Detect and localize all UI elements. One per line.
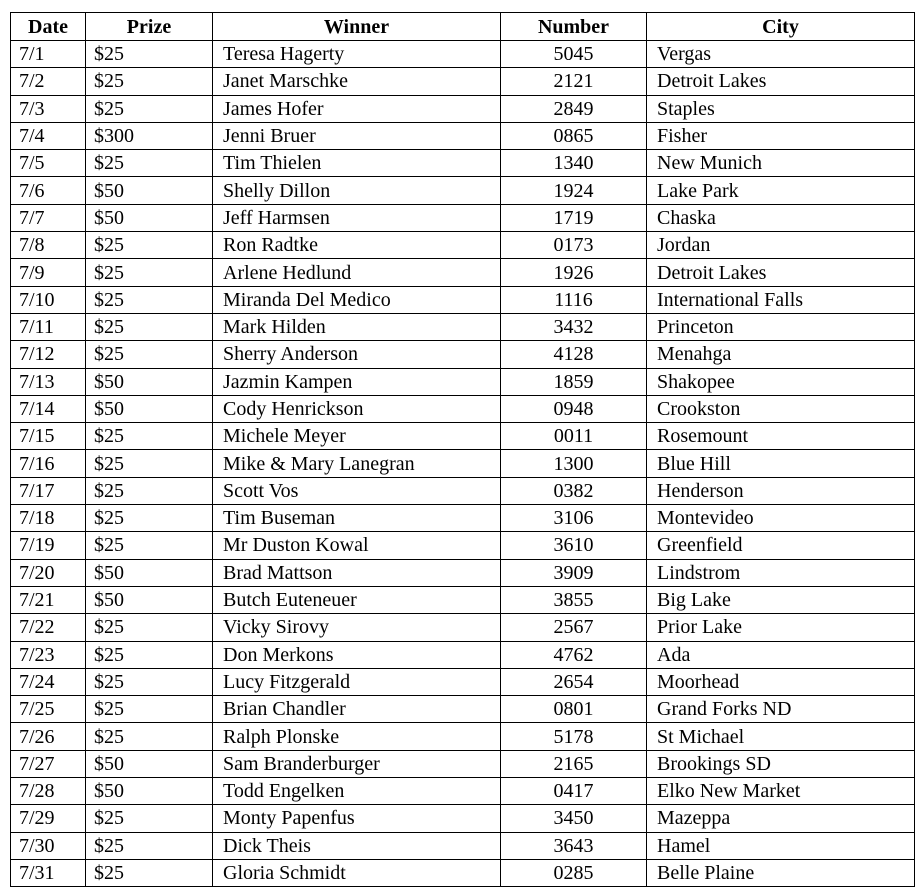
cell-winner: Mr Duston Kowal bbox=[213, 532, 501, 559]
table-row bbox=[11, 586, 915, 613]
cell-winner: Jeff Harmsen bbox=[213, 204, 501, 231]
cell-date: 7/12 bbox=[11, 341, 86, 368]
cell-prize: $50 bbox=[86, 559, 213, 586]
cell-date: 7/26 bbox=[11, 723, 86, 750]
header-number: Number bbox=[501, 13, 647, 41]
cell-number: 3450 bbox=[501, 805, 647, 832]
cell-date: 7/5 bbox=[11, 150, 86, 177]
cell-winner: Jazmin Kampen bbox=[213, 368, 501, 395]
cell-city: Detroit Lakes bbox=[647, 68, 915, 95]
cell-prize: $25 bbox=[86, 232, 213, 259]
cell-city: Henderson bbox=[647, 477, 915, 504]
cell-date: 7/8 bbox=[11, 232, 86, 259]
cell-prize: $50 bbox=[86, 368, 213, 395]
header-prize: Prize bbox=[86, 13, 213, 41]
cell-winner: Butch Euteneuer bbox=[213, 586, 501, 613]
table-row bbox=[11, 259, 915, 286]
cell-date: 7/1 bbox=[11, 41, 86, 68]
cell-number: 4128 bbox=[501, 341, 647, 368]
cell-city: Rosemount bbox=[647, 423, 915, 450]
table-row bbox=[11, 832, 915, 859]
table-row bbox=[11, 859, 915, 886]
cell-prize: $50 bbox=[86, 778, 213, 805]
cell-prize: $25 bbox=[86, 150, 213, 177]
table-row bbox=[11, 668, 915, 695]
cell-date: 7/22 bbox=[11, 614, 86, 641]
cell-date: 7/25 bbox=[11, 696, 86, 723]
cell-prize: $25 bbox=[86, 668, 213, 695]
table-row bbox=[11, 313, 915, 340]
cell-prize: $25 bbox=[86, 477, 213, 504]
cell-city: Vergas bbox=[647, 41, 915, 68]
cell-number: 4762 bbox=[501, 641, 647, 668]
cell-city: Greenfield bbox=[647, 532, 915, 559]
cell-prize: $25 bbox=[86, 859, 213, 886]
cell-date: 7/20 bbox=[11, 559, 86, 586]
cell-winner: Lucy Fitzgerald bbox=[213, 668, 501, 695]
cell-prize: $50 bbox=[86, 395, 213, 422]
table-row bbox=[11, 614, 915, 641]
cell-number: 0011 bbox=[501, 423, 647, 450]
cell-date: 7/9 bbox=[11, 259, 86, 286]
cell-prize: $50 bbox=[86, 204, 213, 231]
cell-date: 7/30 bbox=[11, 832, 86, 859]
cell-number: 0865 bbox=[501, 122, 647, 149]
table-row bbox=[11, 696, 915, 723]
cell-date: 7/15 bbox=[11, 423, 86, 450]
cell-number: 2567 bbox=[501, 614, 647, 641]
table-row bbox=[11, 232, 915, 259]
cell-number: 2165 bbox=[501, 750, 647, 777]
winners-table bbox=[10, 12, 915, 887]
cell-prize: $25 bbox=[86, 805, 213, 832]
cell-city: Lake Park bbox=[647, 177, 915, 204]
table-row bbox=[11, 723, 915, 750]
cell-winner: Miranda Del Medico bbox=[213, 286, 501, 313]
cell-prize: $25 bbox=[86, 450, 213, 477]
cell-city: Detroit Lakes bbox=[647, 259, 915, 286]
cell-winner: Arlene Hedlund bbox=[213, 259, 501, 286]
table-row bbox=[11, 41, 915, 68]
cell-prize: $25 bbox=[86, 423, 213, 450]
table-row bbox=[11, 395, 915, 422]
cell-winner: Brian Chandler bbox=[213, 696, 501, 723]
cell-date: 7/23 bbox=[11, 641, 86, 668]
table-row bbox=[11, 532, 915, 559]
header-winner: Winner bbox=[213, 13, 501, 41]
cell-winner: Ralph Plonske bbox=[213, 723, 501, 750]
table-row bbox=[11, 286, 915, 313]
cell-number: 3643 bbox=[501, 832, 647, 859]
table-row bbox=[11, 477, 915, 504]
cell-number: 3909 bbox=[501, 559, 647, 586]
table-row bbox=[11, 341, 915, 368]
cell-date: 7/21 bbox=[11, 586, 86, 613]
cell-date: 7/7 bbox=[11, 204, 86, 231]
cell-city: Brookings SD bbox=[647, 750, 915, 777]
cell-number: 1926 bbox=[501, 259, 647, 286]
cell-city: Mazeppa bbox=[647, 805, 915, 832]
cell-city: Belle Plaine bbox=[647, 859, 915, 886]
cell-prize: $25 bbox=[86, 532, 213, 559]
cell-number: 2121 bbox=[501, 68, 647, 95]
cell-date: 7/31 bbox=[11, 859, 86, 886]
table-row bbox=[11, 750, 915, 777]
cell-winner: Brad Mattson bbox=[213, 559, 501, 586]
cell-winner: Gloria Schmidt bbox=[213, 859, 501, 886]
cell-winner: Michele Meyer bbox=[213, 423, 501, 450]
table-row bbox=[11, 805, 915, 832]
table-row bbox=[11, 368, 915, 395]
cell-prize: $50 bbox=[86, 750, 213, 777]
table-row bbox=[11, 505, 915, 532]
table-row bbox=[11, 450, 915, 477]
cell-winner: Janet Marschke bbox=[213, 68, 501, 95]
cell-date: 7/6 bbox=[11, 177, 86, 204]
table-row bbox=[11, 122, 915, 149]
cell-date: 7/14 bbox=[11, 395, 86, 422]
table-row bbox=[11, 778, 915, 805]
cell-city: Crookston bbox=[647, 395, 915, 422]
cell-number: 1924 bbox=[501, 177, 647, 204]
cell-number: 3855 bbox=[501, 586, 647, 613]
cell-city: Lindstrom bbox=[647, 559, 915, 586]
cell-winner: Mark Hilden bbox=[213, 313, 501, 340]
cell-prize: $25 bbox=[86, 505, 213, 532]
cell-date: 7/4 bbox=[11, 122, 86, 149]
cell-number: 0382 bbox=[501, 477, 647, 504]
cell-city: Hamel bbox=[647, 832, 915, 859]
cell-number: 5045 bbox=[501, 41, 647, 68]
cell-prize: $50 bbox=[86, 177, 213, 204]
cell-city: Menahga bbox=[647, 341, 915, 368]
table-row bbox=[11, 204, 915, 231]
cell-date: 7/16 bbox=[11, 450, 86, 477]
table-row bbox=[11, 423, 915, 450]
cell-prize: $25 bbox=[86, 68, 213, 95]
cell-number: 1116 bbox=[501, 286, 647, 313]
cell-city: Blue Hill bbox=[647, 450, 915, 477]
cell-number: 3610 bbox=[501, 532, 647, 559]
cell-winner: Cody Henrickson bbox=[213, 395, 501, 422]
cell-city: Montevideo bbox=[647, 505, 915, 532]
cell-city: Shakopee bbox=[647, 368, 915, 395]
cell-number: 0417 bbox=[501, 778, 647, 805]
cell-city: Moorhead bbox=[647, 668, 915, 695]
cell-prize: $25 bbox=[86, 286, 213, 313]
cell-prize: $25 bbox=[86, 41, 213, 68]
cell-number: 1340 bbox=[501, 150, 647, 177]
header-row bbox=[11, 13, 915, 41]
cell-winner: James Hofer bbox=[213, 95, 501, 122]
cell-winner: Ron Radtke bbox=[213, 232, 501, 259]
cell-winner: Todd Engelken bbox=[213, 778, 501, 805]
cell-winner: Don Merkons bbox=[213, 641, 501, 668]
cell-winner: Tim Buseman bbox=[213, 505, 501, 532]
cell-date: 7/28 bbox=[11, 778, 86, 805]
cell-city: Princeton bbox=[647, 313, 915, 340]
table-body bbox=[11, 41, 915, 887]
cell-number: 0173 bbox=[501, 232, 647, 259]
cell-prize: $25 bbox=[86, 259, 213, 286]
cell-city: Staples bbox=[647, 95, 915, 122]
cell-prize: $25 bbox=[86, 614, 213, 641]
cell-city: St Michael bbox=[647, 723, 915, 750]
cell-prize: $25 bbox=[86, 95, 213, 122]
cell-prize: $25 bbox=[86, 313, 213, 340]
cell-prize: $300 bbox=[86, 122, 213, 149]
header-city: City bbox=[647, 13, 915, 41]
cell-city: Elko New Market bbox=[647, 778, 915, 805]
cell-city: International Falls bbox=[647, 286, 915, 313]
cell-date: 7/17 bbox=[11, 477, 86, 504]
cell-number: 0285 bbox=[501, 859, 647, 886]
cell-winner: Shelly Dillon bbox=[213, 177, 501, 204]
cell-winner: Scott Vos bbox=[213, 477, 501, 504]
table-row bbox=[11, 95, 915, 122]
cell-prize: $25 bbox=[86, 832, 213, 859]
cell-city: Grand Forks ND bbox=[647, 696, 915, 723]
cell-number: 5178 bbox=[501, 723, 647, 750]
cell-date: 7/27 bbox=[11, 750, 86, 777]
cell-prize: $25 bbox=[86, 723, 213, 750]
cell-city: Prior Lake bbox=[647, 614, 915, 641]
cell-winner: Mike & Mary Lanegran bbox=[213, 450, 501, 477]
cell-number: 3106 bbox=[501, 505, 647, 532]
cell-number: 2849 bbox=[501, 95, 647, 122]
cell-winner: Dick Theis bbox=[213, 832, 501, 859]
table-row bbox=[11, 641, 915, 668]
cell-date: 7/18 bbox=[11, 505, 86, 532]
cell-number: 1300 bbox=[501, 450, 647, 477]
cell-prize: $25 bbox=[86, 341, 213, 368]
cell-winner: Tim Thielen bbox=[213, 150, 501, 177]
table-row bbox=[11, 150, 915, 177]
cell-city: Fisher bbox=[647, 122, 915, 149]
cell-date: 7/11 bbox=[11, 313, 86, 340]
cell-city: Ada bbox=[647, 641, 915, 668]
cell-winner: Vicky Sirovy bbox=[213, 614, 501, 641]
cell-number: 2654 bbox=[501, 668, 647, 695]
cell-city: Chaska bbox=[647, 204, 915, 231]
cell-prize: $25 bbox=[86, 641, 213, 668]
cell-date: 7/13 bbox=[11, 368, 86, 395]
cell-date: 7/24 bbox=[11, 668, 86, 695]
cell-winner: Teresa Hagerty bbox=[213, 41, 501, 68]
table-row bbox=[11, 68, 915, 95]
cell-number: 0801 bbox=[501, 696, 647, 723]
cell-winner: Monty Papenfus bbox=[213, 805, 501, 832]
cell-winner: Jenni Bruer bbox=[213, 122, 501, 149]
cell-date: 7/2 bbox=[11, 68, 86, 95]
cell-number: 3432 bbox=[501, 313, 647, 340]
cell-city: Jordan bbox=[647, 232, 915, 259]
header-date: Date bbox=[11, 13, 86, 41]
cell-date: 7/3 bbox=[11, 95, 86, 122]
cell-winner: Sherry Anderson bbox=[213, 341, 501, 368]
cell-number: 0948 bbox=[501, 395, 647, 422]
cell-date: 7/19 bbox=[11, 532, 86, 559]
table-row bbox=[11, 559, 915, 586]
cell-city: Big Lake bbox=[647, 586, 915, 613]
cell-number: 1719 bbox=[501, 204, 647, 231]
cell-date: 7/29 bbox=[11, 805, 86, 832]
cell-city: New Munich bbox=[647, 150, 915, 177]
cell-prize: $50 bbox=[86, 586, 213, 613]
cell-winner: Sam Branderburger bbox=[213, 750, 501, 777]
table-row bbox=[11, 177, 915, 204]
cell-date: 7/10 bbox=[11, 286, 86, 313]
cell-number: 1859 bbox=[501, 368, 647, 395]
cell-prize: $25 bbox=[86, 696, 213, 723]
